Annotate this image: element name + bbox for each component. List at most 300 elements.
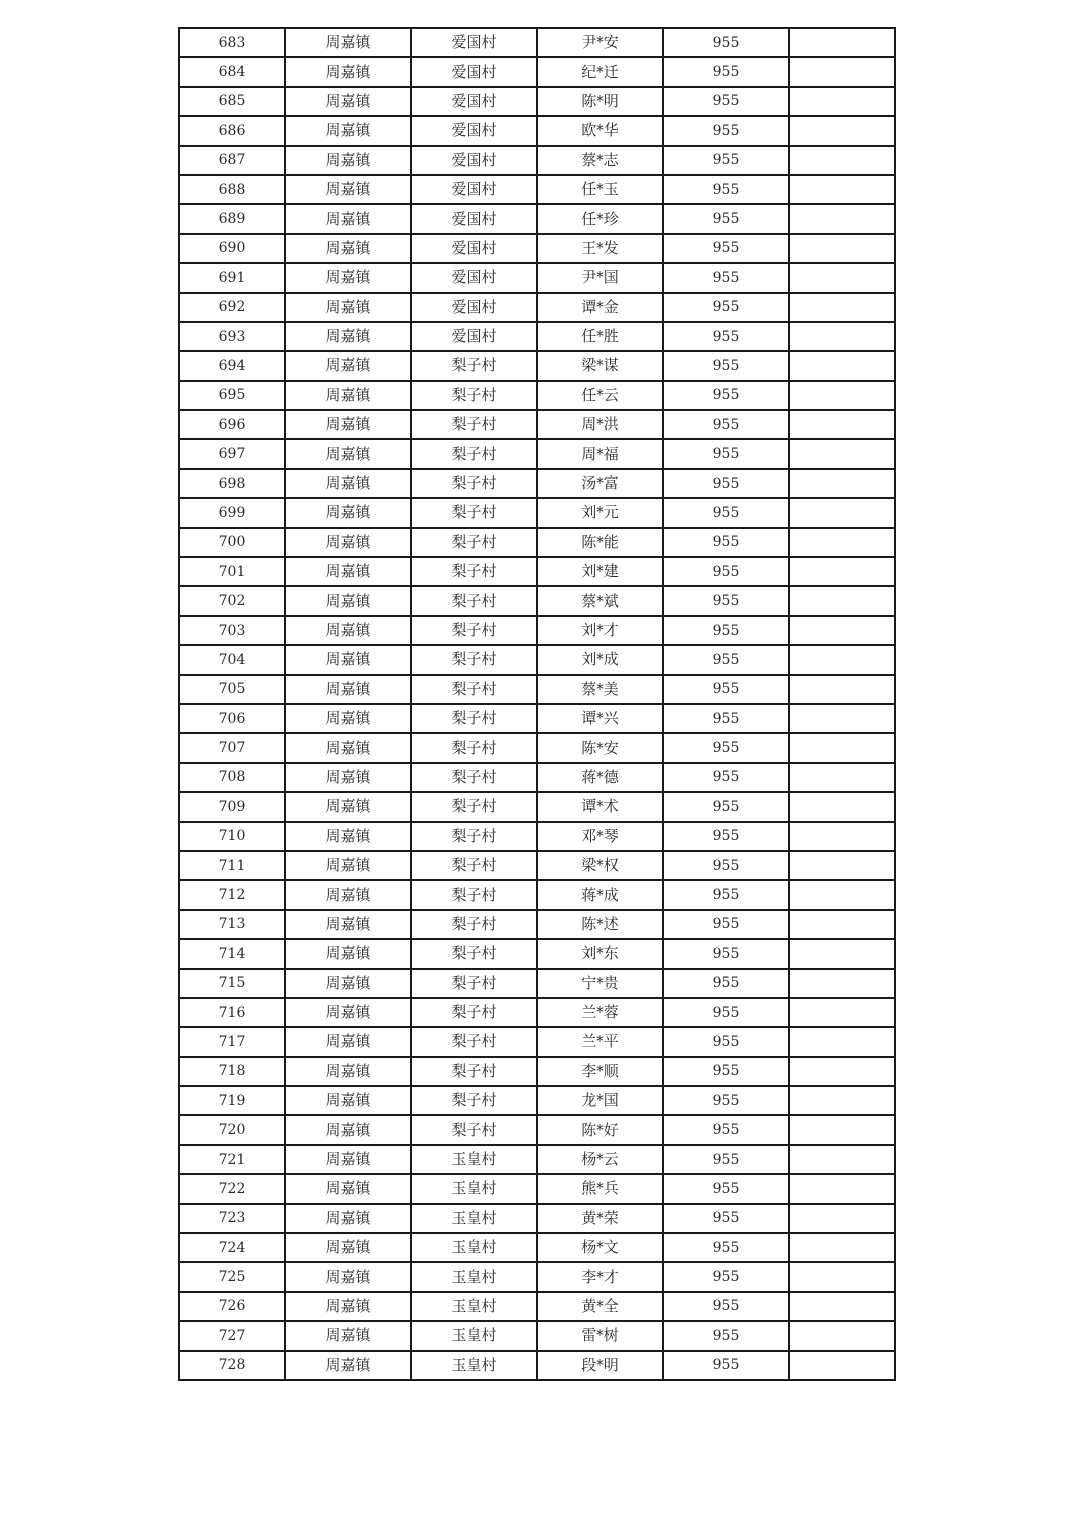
cell-name: 尹*安 [537,28,663,57]
cell-name: 周*洪 [537,410,663,439]
cell-number: 712 [179,880,285,909]
cell-town: 周嘉镇 [285,733,411,762]
table-row [179,57,895,86]
cell-town: 周嘉镇 [285,763,411,792]
cell-note [789,175,895,204]
cell-name: 兰*蓉 [537,998,663,1027]
cell-note [789,880,895,909]
cell-town: 周嘉镇 [285,1204,411,1233]
cell-note [789,1351,895,1380]
table-row [179,1145,895,1174]
cell-town: 周嘉镇 [285,381,411,410]
cell-number: 693 [179,322,285,351]
cell-note [789,1115,895,1144]
cell-town: 周嘉镇 [285,322,411,351]
cell-name: 龙*国 [537,1086,663,1115]
cell-number: 683 [179,28,285,57]
table-row [179,763,895,792]
cell-note [789,469,895,498]
cell-number: 708 [179,763,285,792]
cell-village: 爱国村 [411,146,537,175]
cell-number: 690 [179,234,285,263]
cell-village: 爱国村 [411,234,537,263]
cell-amount: 955 [663,998,789,1027]
cell-town: 周嘉镇 [285,645,411,674]
cell-village: 爱国村 [411,116,537,145]
cell-amount: 955 [663,910,789,939]
cell-amount: 955 [663,1351,789,1380]
cell-number: 691 [179,263,285,292]
cell-note [789,1086,895,1115]
table-row [179,528,895,557]
cell-name: 欧*华 [537,116,663,145]
cell-number: 714 [179,939,285,968]
cell-town: 周嘉镇 [285,57,411,86]
cell-amount: 955 [663,204,789,233]
cell-number: 721 [179,1145,285,1174]
cell-number: 703 [179,616,285,645]
table-row [179,234,895,263]
cell-town: 周嘉镇 [285,204,411,233]
cell-note [789,381,895,410]
cell-village: 梨子村 [411,969,537,998]
cell-number: 686 [179,116,285,145]
table-row [179,851,895,880]
table-row [179,616,895,645]
cell-town: 周嘉镇 [285,410,411,439]
table-row [179,1351,895,1380]
cell-number: 700 [179,528,285,557]
cell-amount: 955 [663,322,789,351]
cell-name: 兰*平 [537,1027,663,1056]
cell-village: 梨子村 [411,733,537,762]
cell-village: 梨子村 [411,792,537,821]
table-row [179,175,895,204]
cell-village: 梨子村 [411,1057,537,1086]
cell-note [789,528,895,557]
cell-town: 周嘉镇 [285,851,411,880]
cell-number: 692 [179,293,285,322]
cell-village: 梨子村 [411,763,537,792]
table-row [179,146,895,175]
cell-note [789,1145,895,1174]
cell-village: 梨子村 [411,498,537,527]
cell-amount: 955 [663,822,789,851]
cell-village: 爱国村 [411,87,537,116]
cell-name: 杨*文 [537,1233,663,1262]
cell-amount: 955 [663,1174,789,1203]
table-row [179,87,895,116]
cell-amount: 955 [663,675,789,704]
cell-village: 爱国村 [411,204,537,233]
cell-number: 706 [179,704,285,733]
roster-table [178,27,896,1381]
table-row [179,1027,895,1056]
cell-number: 716 [179,998,285,1027]
cell-town: 周嘉镇 [285,28,411,57]
cell-town: 周嘉镇 [285,1233,411,1262]
cell-amount: 955 [663,351,789,380]
cell-note [789,704,895,733]
cell-amount: 955 [663,1233,789,1262]
cell-village: 爱国村 [411,293,537,322]
cell-name: 刘*东 [537,939,663,968]
cell-number: 727 [179,1321,285,1350]
cell-town: 周嘉镇 [285,1057,411,1086]
table-row [179,880,895,909]
table-row [179,910,895,939]
cell-amount: 955 [663,87,789,116]
cell-village: 梨子村 [411,439,537,468]
table-row [179,1233,895,1262]
cell-number: 684 [179,57,285,86]
cell-name: 刘*成 [537,645,663,674]
cell-amount: 955 [663,1115,789,1144]
cell-note [789,851,895,880]
cell-number: 695 [179,381,285,410]
cell-town: 周嘉镇 [285,910,411,939]
table-row [179,1174,895,1203]
cell-town: 周嘉镇 [285,175,411,204]
table-row [179,1321,895,1350]
cell-town: 周嘉镇 [285,498,411,527]
cell-amount: 955 [663,851,789,880]
table-row [179,439,895,468]
cell-name: 刘*才 [537,616,663,645]
table-row [179,351,895,380]
cell-town: 周嘉镇 [285,1174,411,1203]
cell-village: 玉皇村 [411,1292,537,1321]
cell-name: 黄*全 [537,1292,663,1321]
cell-number: 685 [179,87,285,116]
cell-village: 梨子村 [411,1115,537,1144]
cell-village: 梨子村 [411,704,537,733]
cell-village: 梨子村 [411,1086,537,1115]
cell-number: 720 [179,1115,285,1144]
cell-amount: 955 [663,263,789,292]
cell-amount: 955 [663,557,789,586]
cell-name: 谭*术 [537,792,663,821]
cell-name: 任*珍 [537,204,663,233]
cell-amount: 955 [663,28,789,57]
cell-amount: 955 [663,792,789,821]
cell-note [789,1057,895,1086]
cell-village: 玉皇村 [411,1233,537,1262]
cell-number: 722 [179,1174,285,1203]
cell-note [789,586,895,615]
cell-village: 梨子村 [411,351,537,380]
cell-name: 黄*荣 [537,1204,663,1233]
cell-town: 周嘉镇 [285,822,411,851]
cell-name: 陈*述 [537,910,663,939]
cell-number: 728 [179,1351,285,1380]
cell-name: 刘*元 [537,498,663,527]
cell-village: 梨子村 [411,998,537,1027]
cell-number: 687 [179,146,285,175]
cell-village: 爱国村 [411,175,537,204]
cell-town: 周嘉镇 [285,1262,411,1291]
cell-number: 698 [179,469,285,498]
cell-number: 725 [179,1262,285,1291]
table-row [179,28,895,57]
cell-town: 周嘉镇 [285,87,411,116]
cell-town: 周嘉镇 [285,880,411,909]
cell-name: 李*才 [537,1262,663,1291]
cell-name: 李*顺 [537,1057,663,1086]
cell-town: 周嘉镇 [285,1027,411,1056]
cell-town: 周嘉镇 [285,969,411,998]
cell-amount: 955 [663,1086,789,1115]
cell-note [789,498,895,527]
cell-note [789,910,895,939]
table-row [179,410,895,439]
cell-name: 梁*权 [537,851,663,880]
cell-name: 熊*兵 [537,1174,663,1203]
cell-name: 尹*国 [537,263,663,292]
cell-note [789,616,895,645]
table-row [179,293,895,322]
cell-village: 玉皇村 [411,1145,537,1174]
table-row [179,322,895,351]
cell-note [789,998,895,1027]
cell-name: 陈*安 [537,733,663,762]
cell-note [789,733,895,762]
cell-village: 梨子村 [411,939,537,968]
cell-note [789,87,895,116]
cell-amount: 955 [663,1027,789,1056]
cell-note [789,57,895,86]
cell-village: 玉皇村 [411,1351,537,1380]
table-row [179,204,895,233]
table-row [179,675,895,704]
table-row [179,645,895,674]
cell-note [789,1321,895,1350]
cell-town: 周嘉镇 [285,616,411,645]
cell-town: 周嘉镇 [285,528,411,557]
cell-amount: 955 [663,616,789,645]
cell-name: 陈*明 [537,87,663,116]
cell-name: 任*玉 [537,175,663,204]
cell-amount: 955 [663,57,789,86]
cell-number: 702 [179,586,285,615]
table-row [179,1204,895,1233]
cell-number: 701 [179,557,285,586]
cell-number: 697 [179,439,285,468]
cell-amount: 955 [663,234,789,263]
cell-note [789,939,895,968]
cell-town: 周嘉镇 [285,557,411,586]
cell-town: 周嘉镇 [285,792,411,821]
table-row [179,1262,895,1291]
cell-town: 周嘉镇 [285,293,411,322]
cell-note [789,28,895,57]
cell-village: 玉皇村 [411,1204,537,1233]
cell-amount: 955 [663,175,789,204]
cell-town: 周嘉镇 [285,1086,411,1115]
cell-note [789,351,895,380]
cell-number: 715 [179,969,285,998]
cell-number: 689 [179,204,285,233]
cell-amount: 955 [663,1057,789,1086]
cell-name: 蔡*斌 [537,586,663,615]
cell-town: 周嘉镇 [285,675,411,704]
table-row [179,998,895,1027]
cell-name: 任*云 [537,381,663,410]
cell-note [789,1262,895,1291]
cell-name: 杨*云 [537,1145,663,1174]
cell-amount: 955 [663,1262,789,1291]
cell-village: 梨子村 [411,822,537,851]
table-row [179,1292,895,1321]
table-row [179,1086,895,1115]
cell-note [789,146,895,175]
cell-amount: 955 [663,381,789,410]
cell-number: 688 [179,175,285,204]
cell-amount: 955 [663,410,789,439]
cell-village: 爱国村 [411,322,537,351]
cell-village: 梨子村 [411,469,537,498]
cell-note [789,969,895,998]
cell-number: 713 [179,910,285,939]
cell-number: 724 [179,1233,285,1262]
cell-note [789,645,895,674]
cell-amount: 955 [663,293,789,322]
cell-town: 周嘉镇 [285,704,411,733]
cell-name: 蔡*美 [537,675,663,704]
table-row [179,381,895,410]
cell-name: 陈*好 [537,1115,663,1144]
table-row [179,704,895,733]
cell-name: 任*胜 [537,322,663,351]
cell-number: 709 [179,792,285,821]
cell-name: 纪*迁 [537,57,663,86]
cell-amount: 955 [663,645,789,674]
cell-amount: 955 [663,1321,789,1350]
table-row [179,1057,895,1086]
cell-name: 谭*兴 [537,704,663,733]
table-row [179,939,895,968]
cell-amount: 955 [663,1292,789,1321]
cell-name: 雷*树 [537,1321,663,1350]
cell-village: 梨子村 [411,675,537,704]
cell-amount: 955 [663,528,789,557]
cell-town: 周嘉镇 [285,586,411,615]
cell-name: 宁*贵 [537,969,663,998]
cell-note [789,557,895,586]
cell-note [789,410,895,439]
cell-village: 梨子村 [411,586,537,615]
cell-number: 719 [179,1086,285,1115]
cell-village: 梨子村 [411,557,537,586]
cell-note [789,763,895,792]
cell-number: 723 [179,1204,285,1233]
cell-amount: 955 [663,439,789,468]
table-row [179,263,895,292]
cell-village: 爱国村 [411,57,537,86]
cell-amount: 955 [663,1145,789,1174]
cell-village: 梨子村 [411,528,537,557]
cell-town: 周嘉镇 [285,1351,411,1380]
cell-town: 周嘉镇 [285,439,411,468]
cell-amount: 955 [663,704,789,733]
table-row [179,1115,895,1144]
cell-amount: 955 [663,469,789,498]
cell-town: 周嘉镇 [285,234,411,263]
cell-name: 王*发 [537,234,663,263]
cell-number: 705 [179,675,285,704]
cell-name: 蔡*志 [537,146,663,175]
cell-note [789,204,895,233]
cell-name: 蒋*德 [537,763,663,792]
cell-name: 谭*金 [537,293,663,322]
table-row [179,792,895,821]
cell-note [789,234,895,263]
cell-note [789,822,895,851]
cell-note [789,1292,895,1321]
cell-village: 梨子村 [411,851,537,880]
cell-town: 周嘉镇 [285,263,411,292]
table-row [179,469,895,498]
cell-amount: 955 [663,498,789,527]
cell-town: 周嘉镇 [285,1321,411,1350]
cell-name: 陈*能 [537,528,663,557]
cell-town: 周嘉镇 [285,1292,411,1321]
cell-name: 汤*富 [537,469,663,498]
cell-village: 爱国村 [411,28,537,57]
cell-town: 周嘉镇 [285,1115,411,1144]
cell-note [789,1027,895,1056]
cell-town: 周嘉镇 [285,998,411,1027]
cell-name: 刘*建 [537,557,663,586]
cell-town: 周嘉镇 [285,351,411,380]
cell-note [789,439,895,468]
cell-amount: 955 [663,733,789,762]
table-row [179,116,895,145]
cell-amount: 955 [663,586,789,615]
cell-village: 梨子村 [411,410,537,439]
cell-number: 694 [179,351,285,380]
cell-amount: 955 [663,116,789,145]
table-row [179,969,895,998]
cell-note [789,263,895,292]
cell-number: 711 [179,851,285,880]
cell-town: 周嘉镇 [285,116,411,145]
cell-town: 周嘉镇 [285,146,411,175]
table-row [179,498,895,527]
cell-note [789,1233,895,1262]
cell-note [789,792,895,821]
cell-name: 蒋*成 [537,880,663,909]
cell-name: 邓*琴 [537,822,663,851]
cell-town: 周嘉镇 [285,939,411,968]
cell-village: 梨子村 [411,910,537,939]
cell-number: 726 [179,1292,285,1321]
cell-amount: 955 [663,763,789,792]
cell-amount: 955 [663,939,789,968]
cell-number: 696 [179,410,285,439]
cell-number: 710 [179,822,285,851]
cell-village: 玉皇村 [411,1262,537,1291]
cell-note [789,1204,895,1233]
table-row [179,557,895,586]
cell-village: 梨子村 [411,880,537,909]
cell-village: 爱国村 [411,263,537,292]
cell-town: 周嘉镇 [285,469,411,498]
cell-note [789,675,895,704]
cell-village: 玉皇村 [411,1174,537,1203]
cell-amount: 955 [663,969,789,998]
cell-note [789,116,895,145]
